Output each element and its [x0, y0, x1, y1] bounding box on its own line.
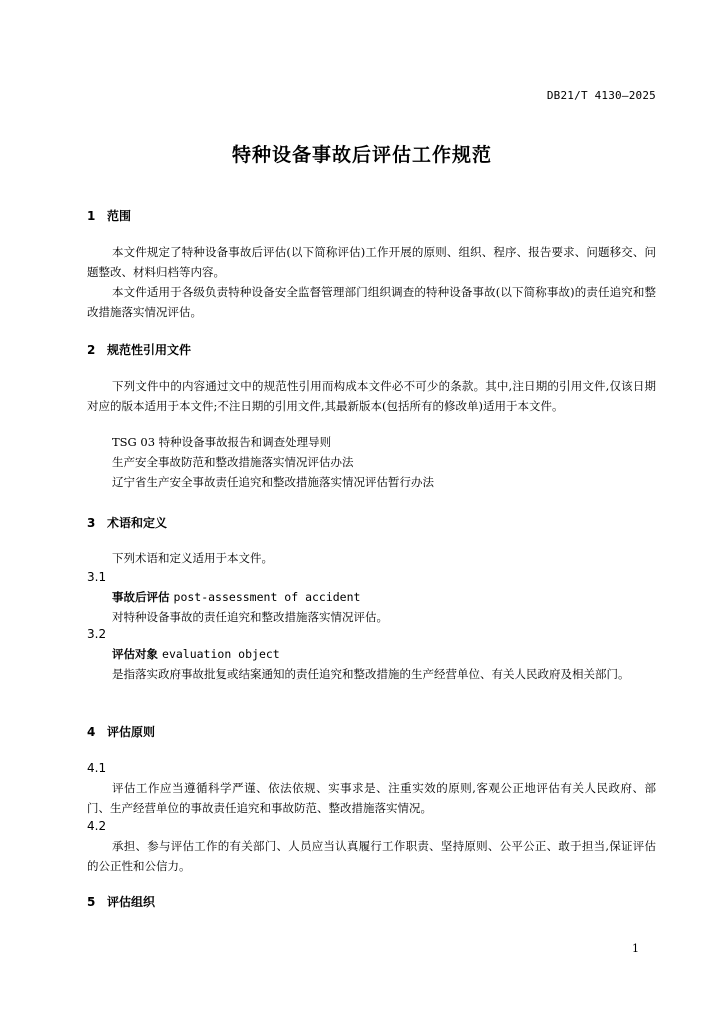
section-2-title: 规范性引用文件	[107, 343, 192, 357]
section-3-title: 术语和定义	[107, 516, 168, 530]
reference-item: 生产安全事故防范和整改措施落实情况评估办法	[112, 455, 354, 469]
clause-text: 评估工作应当遵循科学严谨、依法依规、实事求是、注重实效的原则,客观公正地评估有关人民政府、部门、生产经营单位的事故责任追究和事故防范、整改措施落实情况。	[87, 781, 656, 815]
term-definition: 是指落实政府事故批复或结案通知的责任追究和整改措施的生产经营单位、有关人民政府及相关部门。	[112, 667, 630, 681]
clause-number: 3.1	[87, 570, 107, 584]
term-entry	[112, 589, 360, 605]
section-3-heading	[87, 514, 167, 531]
section-2-paragraph-1: 下列文件中的内容通过文中的规范性引用而构成本文件必不可少的条款。其中,注日期的引用文件,仅该日期对应的版本适用于本文件;不注日期的引用文件,其最新版本(包括所有的修改单)适用于本文件。	[87, 379, 656, 413]
section-1-title: 范围	[107, 209, 132, 223]
term-cn: 事故后评估	[112, 590, 170, 604]
term-cn: 评估对象	[112, 647, 158, 661]
section-4-heading	[87, 723, 155, 740]
section-1-heading	[87, 207, 131, 224]
clause-number: 4.1	[87, 761, 107, 775]
section-3-number: 3	[87, 516, 96, 530]
section-4-title: 评估原则	[107, 725, 156, 739]
page-title: 特种设备事故后评估工作规范	[231, 144, 492, 166]
clause-number: 3.2	[87, 627, 107, 641]
section-1-paragraph-1: 本文件规定了特种设备事故后评估(以下简称评估)工作开展的原则、组织、程序、报告要求、问题移交、问题整改、材料归档等内容。	[87, 245, 656, 279]
clause-text: 承担、参与评估工作的有关部门、人员应当认真履行工作职责、坚持原则、公平公正、敢于担当,保证评估的公正性和公信力。	[87, 839, 656, 873]
clause-number: 4.2	[87, 819, 107, 833]
page-number: 1	[632, 942, 639, 955]
term-definition: 对特种设备事故的责任追究和整改措施落实情况评估。	[112, 610, 388, 624]
term-en: evaluation object	[162, 647, 280, 661]
section-5-title: 评估组织	[107, 895, 156, 909]
reference-item: 辽宁省生产安全事故责任追究和整改措施落实情况评估暂行办法	[112, 475, 434, 489]
section-3-intro: 下列术语和定义适用于本文件。	[112, 551, 273, 565]
reference-item: TSG 03 特种设备事故报告和调查处理导则	[112, 435, 332, 449]
section-5-heading	[87, 893, 155, 910]
section-5-number: 5	[87, 895, 96, 909]
section-2-number: 2	[87, 343, 96, 357]
section-2-heading	[87, 341, 191, 358]
document-number: DB21/T 4130—2025	[546, 89, 656, 102]
section-1-paragraph-2: 本文件适用于各级负责特种设备安全监督管理部门组织调查的特种设备事故(以下简称事故)的责任追究和整改措施落实情况评估。	[87, 285, 656, 319]
term-en: post-assessment of accident	[173, 590, 361, 604]
section-4-number: 4	[87, 725, 96, 739]
section-1-number: 1	[87, 209, 96, 223]
term-entry	[112, 646, 280, 662]
